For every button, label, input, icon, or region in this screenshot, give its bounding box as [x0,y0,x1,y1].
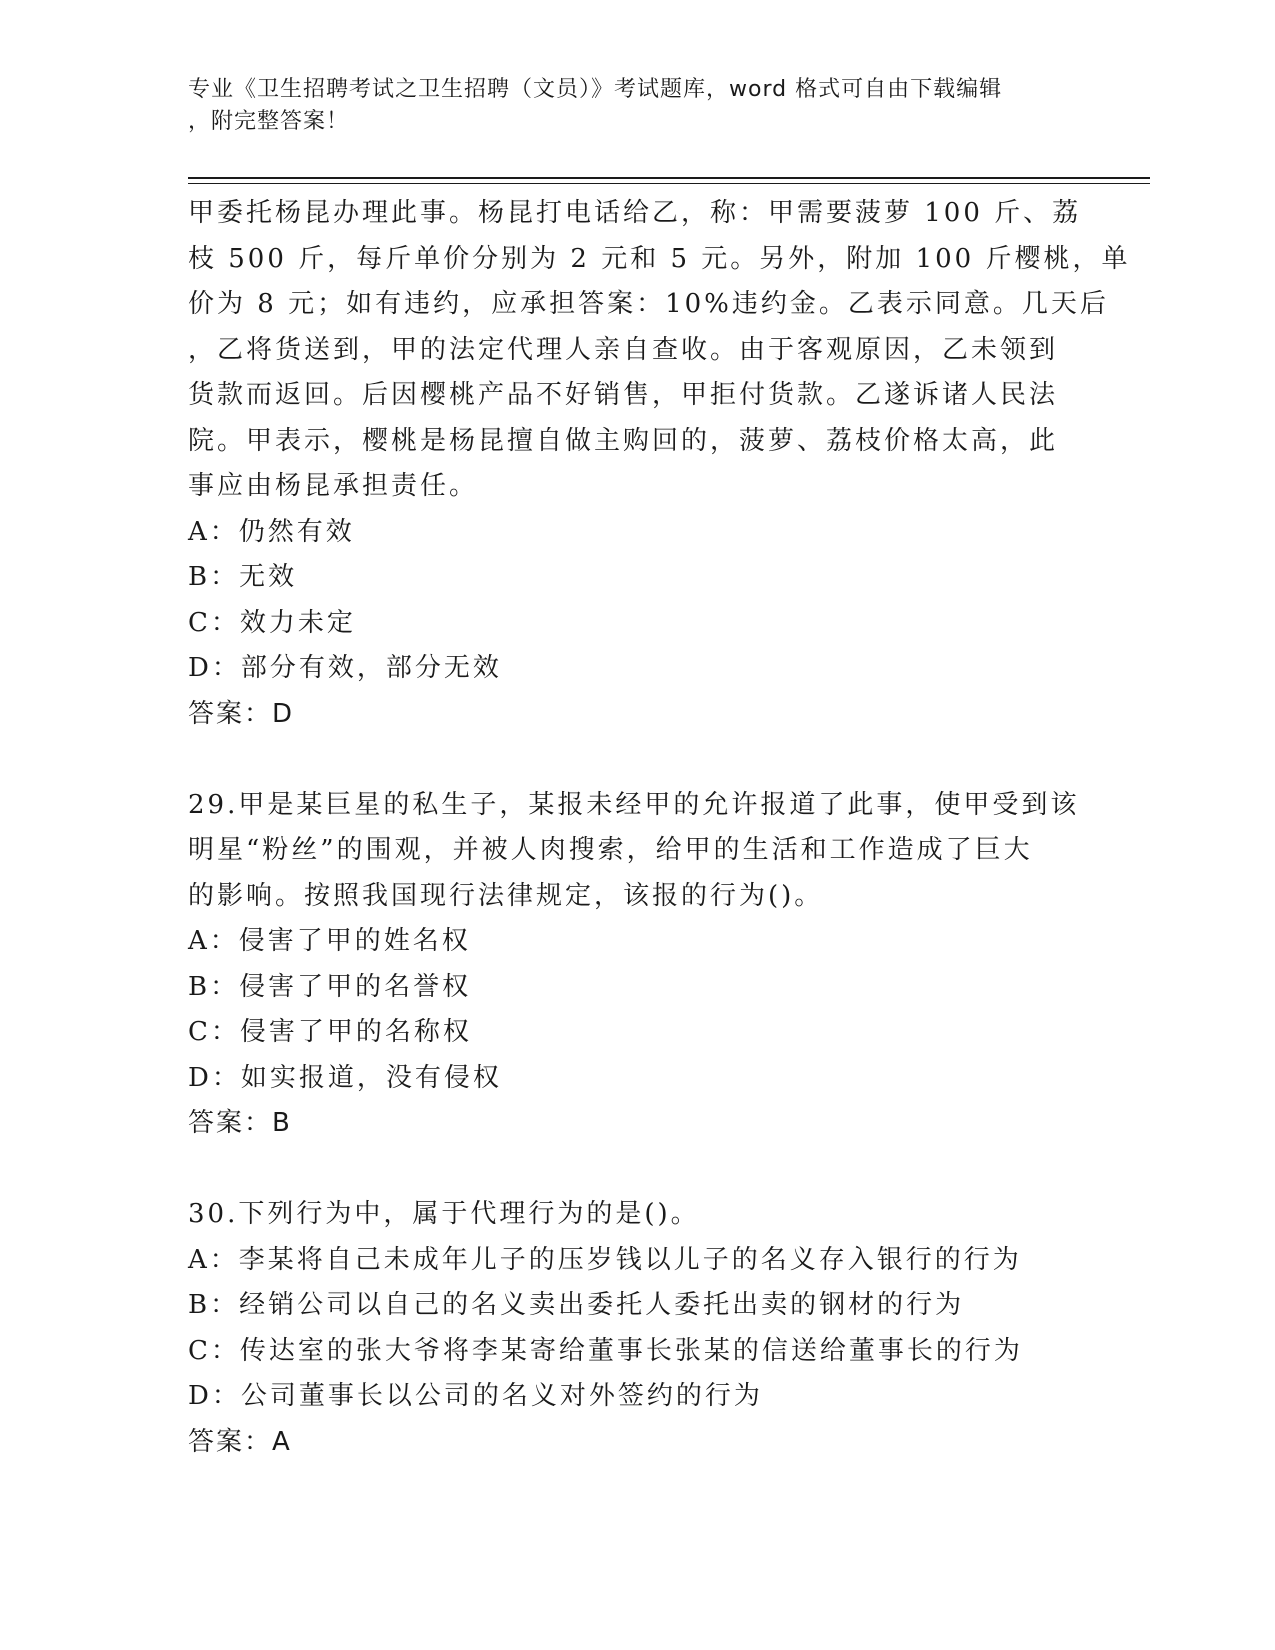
question-text-line: 价为 8 元；如有违约，应承担答案：10%违约金。乙表示同意。几天后 [188,289,1109,319]
question-text-line: 30.下列行为中，属于代理行为的是()。 [188,1199,700,1229]
option-a: A：李某将自己未成年儿子的压岁钱以儿子的名义存入银行的行为 [188,1244,1022,1275]
option-d: D：部分有效，部分无效 [188,653,502,683]
option-b: B：无效 [188,562,298,592]
question-text-line: 明星“粉丝”的围观，并被人肉搜索，给甲的生活和工作造成了巨大 [188,835,1033,865]
page-header [188,74,1088,138]
spacer [188,1147,1088,1193]
question-content [188,191,1131,1465]
question-text-line: 院。甲表示，樱桃是杨昆擅自做主购回的，菠萝、荔枝价格太高，此 [188,425,1059,456]
option-c: C：传达室的张大爷将李某寄给董事长张某的信送给董事长的行为 [188,1335,1023,1366]
question-29 [188,783,1088,1147]
option-d: D：公司董事长以公司的名义对外签约的行为 [188,1381,763,1411]
option-c: C：侵害了甲的名称权 [188,1017,472,1047]
option-d: D：如实报道，没有侵权 [188,1062,502,1093]
header-divider-thin [188,183,1150,184]
header-divider-thick [188,177,1150,179]
header-line-2: ，附完整答案！ [188,109,350,134]
question-30 [188,1192,1088,1465]
answer-label: 答案：B [188,1108,292,1138]
question-text-line: 甲委托杨昆办理此事。杨昆打电话给乙，称：甲需要菠萝 100 斤、荔 [188,198,1082,228]
question-28 [188,191,1131,737]
question-text-line: 货款而返回。后因樱桃产品不好销售，甲拒付货款。乙遂诉诸人民法 [188,380,1059,410]
option-a: A：仍然有效 [188,516,355,547]
answer-label: 答案：A [188,1426,292,1457]
option-a: A：侵害了甲的姓名权 [188,926,471,956]
question-text-line: 29.甲是某巨星的私生子，某报未经甲的允许报道了此事，使甲受到该 [188,789,1080,820]
question-text-line: 枝 500 斤，每斤单价分别为 2 元和 5 元。另外，附加 100 斤樱桃，单 [188,243,1131,274]
header-line-1: 专业《卫生招聘考试之卫生招聘（文员）》考试题库，word 格式可自由下载编辑 [188,77,1003,102]
question-text-line: 的影响。按照我国现行法律规定，该报的行为()。 [188,880,824,911]
option-b: B：经销公司以自己的名义卖出委托人委托出卖的钢材的行为 [188,1290,965,1320]
spacer [188,737,1088,783]
question-text-line: 事应由杨昆承担责任。 [188,471,479,501]
question-text-line: ，乙将货送到，甲的法定代理人亲自查收。由于客观原因，乙未领到 [188,334,1059,365]
answer-label: 答案：D [188,698,295,729]
option-b: B：侵害了甲的名誉权 [188,971,472,1002]
option-c: C：效力未定 [188,607,356,638]
